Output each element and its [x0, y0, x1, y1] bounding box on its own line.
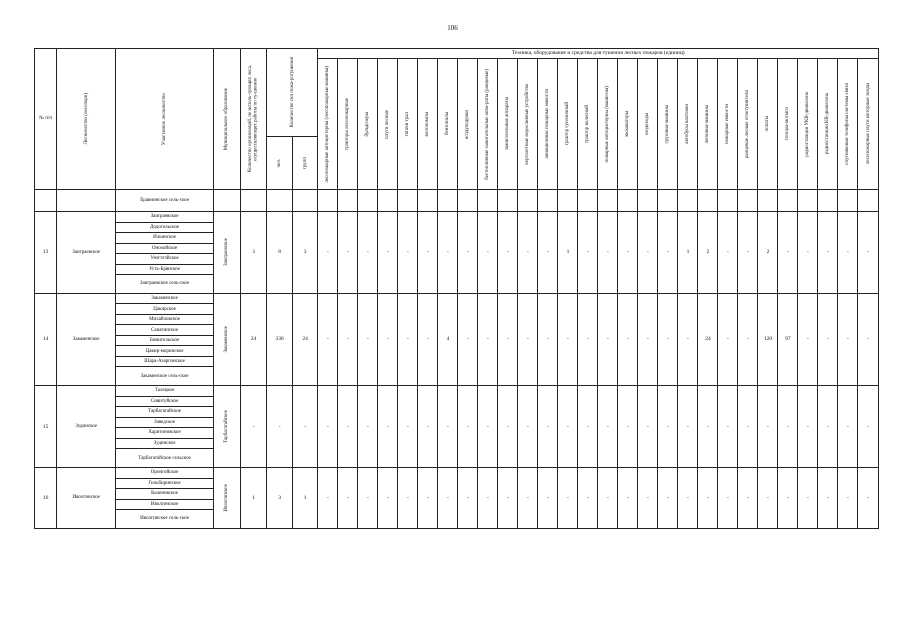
header-tech-col-cell — [838, 59, 858, 190]
header-tech-col-cell — [458, 59, 478, 190]
header-tech-col-cell — [578, 59, 598, 190]
row-tech-value: - — [578, 293, 598, 385]
row-tech-value: - — [418, 212, 438, 294]
header-org-count-cell — [240, 49, 267, 190]
row-tech-value: - — [758, 468, 778, 529]
row-forestry: Иволгинское — [57, 468, 116, 529]
header-tech-col-cell — [518, 59, 538, 190]
header-tech-col-cell — [818, 59, 838, 190]
row-tech-value: - — [318, 293, 338, 385]
continuation-empty — [778, 190, 798, 212]
row-groups: 3 — [292, 212, 318, 294]
header-tech-col: пожарные емкости — [725, 104, 731, 144]
row-tech-value: - — [678, 468, 698, 529]
header-tech-col-cell — [758, 59, 778, 190]
row-num: 16 — [35, 468, 57, 529]
row-tech-value: - — [438, 212, 458, 294]
header-forces-groups-cell — [292, 137, 318, 190]
row-tech-value: - — [478, 468, 498, 529]
row-tech-value: - — [798, 468, 818, 529]
row-tech-value: - — [538, 468, 558, 529]
row-municipality: Тарбагатайское — [224, 410, 230, 444]
continuation-empty — [518, 190, 538, 212]
header-tech-col: лесопожарные автоцистерны (лесопожарные машины) — [325, 65, 331, 183]
row-tech-value: - — [398, 293, 418, 385]
row-district: Унэгэтэйское — [116, 254, 214, 265]
row-people: - — [267, 386, 293, 468]
row-tech-value: - — [538, 293, 558, 385]
header-tech-col: автобусы вахтовки — [685, 104, 691, 144]
row-tech-value: - — [838, 293, 858, 385]
row-tech-value: - — [658, 212, 678, 294]
row-tech-value: 4 — [438, 293, 458, 385]
header-tech-col: трактор колесный — [585, 104, 591, 144]
row-tech-value: - — [378, 386, 398, 468]
continuation-empty — [213, 190, 240, 212]
row-tech-value: - — [658, 293, 678, 385]
row-tech-value: - — [638, 468, 658, 529]
row-tech-value: - — [518, 386, 538, 468]
continuation-empty — [478, 190, 498, 212]
row-tech-value: 24 — [698, 293, 718, 385]
row-tech-value: - — [598, 293, 618, 385]
header-tech-col-cell — [558, 59, 578, 190]
row-tech-value: - — [358, 212, 378, 294]
continuation-district: Еравнинское сель-ское — [116, 190, 214, 212]
row-tech-value: - — [498, 212, 518, 294]
row-district: Харитоновское — [116, 428, 214, 439]
continuation-empty — [658, 190, 678, 212]
row-tech-value: - — [758, 386, 778, 468]
row-tech-value: - — [438, 468, 458, 529]
row-tech-value: - — [718, 293, 738, 385]
continuation-empty — [438, 190, 458, 212]
header-tech-col: грузовые машины — [665, 104, 671, 144]
continuation-empty — [678, 190, 698, 212]
header-tech-col: радиостанции КВ-диапазона — [825, 93, 831, 155]
row-tech-value: - — [478, 212, 498, 294]
row-municipality-cell — [213, 293, 240, 385]
row-district: Закаменское — [116, 293, 214, 304]
row-tech-value: - — [818, 212, 838, 294]
header-tech-col: вертолетные водосливные устройства — [525, 83, 531, 165]
row-tech-value: 120 — [758, 293, 778, 385]
continuation-empty — [240, 190, 267, 212]
row-tech-value: - — [678, 386, 698, 468]
row-tech-value: - — [858, 212, 879, 294]
row-tech-value: - — [598, 212, 618, 294]
header-tech-col-cell — [858, 59, 879, 190]
row-num: 13 — [35, 212, 57, 294]
row-tech-value: - — [418, 386, 438, 468]
row-tech-value: - — [458, 293, 478, 385]
header-tech-col-cell — [358, 59, 378, 190]
row-district: Санагинское — [116, 325, 214, 336]
row-tech-value: - — [338, 212, 358, 294]
row-forestry: Заиграевское — [57, 212, 116, 294]
continuation-empty — [57, 190, 116, 212]
row-tech-value: - — [558, 468, 578, 529]
row-district: Цакирское — [116, 304, 214, 315]
row-tech-value: - — [518, 293, 538, 385]
continuation-empty — [498, 190, 518, 212]
row-district: Талецкое — [116, 386, 214, 397]
row-tech-value: - — [778, 212, 798, 294]
row-tech-value: - — [358, 468, 378, 529]
forest-fire-resources-table-sheet — [34, 48, 879, 584]
row-district: Оронгойское — [116, 468, 214, 479]
row-tech-value: - — [858, 293, 879, 385]
row-tech-value: - — [698, 468, 718, 529]
row-tech-value: - — [858, 468, 879, 529]
continuation-empty — [358, 190, 378, 212]
header-tech-col: трактор гусеничный — [565, 102, 571, 146]
header-tech-col-cell — [498, 59, 518, 190]
row-groups: - — [292, 386, 318, 468]
row-org-count: 3 — [240, 212, 267, 294]
header-tech-col-cell — [398, 59, 418, 190]
row-tech-value: - — [498, 468, 518, 529]
continuation-empty — [598, 190, 618, 212]
continuation-empty — [578, 190, 598, 212]
row-tech-value: - — [478, 293, 498, 385]
row-district: Зудинское — [116, 438, 214, 449]
row-municipality: Иволгинское — [224, 484, 230, 512]
row-org-count: - — [240, 386, 267, 468]
row-tech-value: - — [838, 386, 858, 468]
row-municipality-cell — [213, 386, 240, 468]
continuation-empty — [638, 190, 658, 212]
row-tech-value: - — [598, 386, 618, 468]
row-tech-value: - — [558, 293, 578, 385]
row-district: Бинигольское — [116, 335, 214, 346]
header-tech-col-cell — [718, 59, 738, 190]
header-forestry: Лесничество (лесопарк) — [83, 93, 89, 145]
continuation-empty — [818, 190, 838, 212]
header-tech-col-cell — [618, 59, 638, 190]
row-tech-value: - — [718, 212, 738, 294]
header-forces-cell — [267, 49, 318, 137]
row-district: Каленовское — [116, 489, 214, 500]
header-tech-col: авиационные пожарные емкости — [545, 89, 551, 159]
row-tech-value: - — [838, 468, 858, 529]
header-tech-col: ранцевые лесные огнетушители — [745, 89, 751, 159]
header-forestry-cell — [57, 49, 116, 190]
row-tech-value: 1 — [558, 212, 578, 294]
continuation-row — [35, 190, 879, 212]
row-district: Заведское — [116, 417, 214, 428]
row-tech-value: - — [718, 468, 738, 529]
row-district: Гильбиринское — [116, 478, 214, 489]
row-tech-value: - — [458, 212, 478, 294]
continuation-empty — [798, 190, 818, 212]
row-tech-value: - — [378, 212, 398, 294]
header-tech-col: воздуходувки — [465, 109, 471, 139]
continuation-empty — [318, 190, 338, 212]
row-tech-value: - — [338, 293, 358, 385]
continuation-empty — [292, 190, 318, 212]
header-forces-groups: групп — [302, 156, 308, 170]
row-district: Додогольское — [116, 222, 214, 233]
row-tech-value: - — [738, 386, 758, 468]
row-tech-value: - — [598, 468, 618, 529]
header-tech-col: пожарные автоцистерны (маши-ны) — [605, 85, 611, 163]
header-tech-col-cell — [738, 59, 758, 190]
header-tech-col-cell — [318, 59, 338, 190]
row-tech-value: - — [358, 386, 378, 468]
row-tech-value: - — [438, 386, 458, 468]
header-tech-col: лопаты — [765, 116, 771, 132]
row-district: Тарбагатайское — [116, 407, 214, 418]
row-people: 3 — [267, 468, 293, 529]
header-tech-col: зажигательные аппараты — [505, 97, 511, 151]
row-tech-value: - — [338, 468, 358, 529]
row-tech-value: - — [818, 386, 838, 468]
row-tech-value: - — [798, 386, 818, 468]
continuation-empty — [267, 190, 293, 212]
row-tech-value: - — [398, 386, 418, 468]
header-tech-col-cell — [638, 59, 658, 190]
row-tech-value: - — [618, 386, 638, 468]
row-tech-value: - — [618, 468, 638, 529]
continuation-empty — [538, 190, 558, 212]
row-forestry: Закаменское — [57, 293, 116, 385]
row-tech-value: - — [798, 212, 818, 294]
row-tech-value: - — [538, 212, 558, 294]
header-tech-col-cell — [478, 59, 498, 190]
row-tech-value: - — [418, 293, 438, 385]
header-num: № п/п — [35, 49, 57, 190]
continuation-empty — [718, 190, 738, 212]
row-tech-value: - — [498, 386, 518, 468]
row-tech-value: 2 — [698, 212, 718, 294]
continuation-empty — [458, 190, 478, 212]
row-tech-value: - — [658, 386, 678, 468]
header-tech-col: бестопливные зажигательные аппа-раты (ранцевые) — [485, 68, 491, 180]
row-municipality: Заиграевское — [224, 238, 230, 267]
page-number: 106 — [447, 24, 458, 32]
header-row-1 — [35, 49, 879, 59]
row-tech-value: - — [798, 293, 818, 385]
row-tech-value: - — [398, 212, 418, 294]
row-district: Закаменское сель-ское — [116, 367, 214, 386]
row-tech-value: - — [558, 386, 578, 468]
header-tech-col-cell — [378, 59, 398, 190]
header-tech-col: тракторы лесопожарные — [345, 97, 351, 151]
row-tech-value: - — [638, 386, 658, 468]
header-tech-col: мотопомпы — [425, 111, 431, 137]
header-tech-col-cell — [658, 59, 678, 190]
row-tech-value: - — [458, 386, 478, 468]
row-tech-value: - — [638, 212, 658, 294]
continuation-empty — [378, 190, 398, 212]
row-tech-value: - — [458, 468, 478, 529]
header-district: Участковое лесничество — [161, 92, 167, 146]
header-tech-col-cell — [798, 59, 818, 190]
header-tech-col-cell — [538, 59, 558, 190]
continuation-empty — [418, 190, 438, 212]
row-forestry: Зудинское — [57, 386, 116, 468]
header-tech-col: плуги лесные — [385, 109, 391, 139]
row-num: 14 — [35, 293, 57, 385]
header-tech-col: экскаваторы — [625, 110, 631, 138]
header-municipality: Муниципальное образование — [224, 87, 230, 151]
table-row — [35, 468, 879, 479]
table-row — [35, 212, 879, 223]
header-org-count: Количество организаций, не исполь-зующих леса, осуществляющих работы по ту-шению — [248, 65, 259, 173]
continuation-empty — [35, 190, 57, 212]
row-municipality-cell — [213, 212, 240, 294]
row-tech-value: - — [478, 386, 498, 468]
header-tech-col-cell — [698, 59, 718, 190]
row-tech-value: - — [698, 386, 718, 468]
table-row — [35, 293, 879, 304]
row-tech-value: - — [378, 468, 398, 529]
row-tech-value: - — [578, 386, 598, 468]
row-tech-value: 2 — [758, 212, 778, 294]
row-tech-value: - — [738, 293, 758, 385]
row-tech-value: 97 — [778, 293, 798, 385]
row-tech-value: - — [658, 468, 678, 529]
continuation-empty — [698, 190, 718, 212]
row-tech-value: - — [338, 386, 358, 468]
row-org-count: 1 — [240, 468, 267, 529]
header-forces: Количество сил пожа-ротушения — [289, 57, 295, 128]
row-groups: 1 — [292, 468, 318, 529]
header-tech-col: легковые машины — [705, 104, 711, 144]
table-row — [35, 386, 879, 397]
row-tech-value: - — [398, 468, 418, 529]
row-tech-value: - — [318, 386, 338, 468]
forest-fire-resources-table — [34, 48, 879, 529]
row-tech-value: - — [718, 386, 738, 468]
row-district: Тарбагатайское сельское — [116, 449, 214, 468]
row-tech-value: - — [678, 293, 698, 385]
row-groups: 24 — [292, 293, 318, 385]
row-district: Усть-Брянское — [116, 264, 214, 275]
continuation-empty — [758, 190, 778, 212]
row-tech-value: - — [738, 468, 758, 529]
row-district: Шара-Азаргинское — [116, 356, 214, 367]
row-tech-value: - — [318, 212, 338, 294]
row-people: 8 — [267, 212, 293, 294]
header-tech-col-cell — [778, 59, 798, 190]
row-district: Сивитуйское — [116, 396, 214, 407]
row-tech-value: - — [358, 293, 378, 385]
header-tech-col: бульдозеры — [365, 111, 371, 137]
row-district: Заиграевское — [116, 212, 214, 223]
header-tech-col-cell — [338, 59, 358, 190]
row-district: Михайловское — [116, 314, 214, 325]
header-district-cell — [116, 49, 214, 190]
continuation-empty — [858, 190, 879, 212]
row-municipality: Закаменское — [224, 326, 230, 353]
header-tech-col: лесопожарные плуги моторные зонды — [865, 83, 871, 165]
header-tech-col: тягачи трал — [405, 111, 411, 137]
header-tech-col: топоры-мотыги — [785, 107, 791, 141]
header-tech-col: вездеходы — [645, 113, 651, 135]
row-tech-value: - — [778, 468, 798, 529]
row-num: 15 — [35, 386, 57, 468]
continuation-empty — [738, 190, 758, 212]
header-tech-col-cell — [678, 59, 698, 190]
header-tech-col: бензопилы — [445, 112, 451, 136]
row-tech-value: - — [778, 386, 798, 468]
continuation-empty — [838, 190, 858, 212]
row-tech-value: - — [858, 386, 879, 468]
continuation-empty — [618, 190, 638, 212]
continuation-empty — [398, 190, 418, 212]
header-tech-col-cell — [418, 59, 438, 190]
row-tech-value: - — [818, 468, 838, 529]
row-district: Заиграевское сель-ское — [116, 275, 214, 294]
row-tech-value: - — [618, 293, 638, 385]
row-district: Цакир-моринское — [116, 346, 214, 357]
header-tech-title: Техника, оборудование и средства для тушения лесных пожаров (единиц) — [318, 49, 879, 59]
row-tech-value: - — [618, 212, 638, 294]
row-tech-value: - — [378, 293, 398, 385]
row-district: Ильинское — [116, 233, 214, 244]
row-district: Иволгинское — [116, 499, 214, 510]
header-forces-people: чел. — [276, 158, 282, 168]
row-tech-value: - — [518, 212, 538, 294]
row-tech-value: - — [818, 293, 838, 385]
header-tech-col-cell — [598, 59, 618, 190]
row-district: Иволгинское сель-ское — [116, 510, 214, 529]
row-tech-value: - — [498, 293, 518, 385]
row-tech-value: - — [578, 468, 598, 529]
row-people: 336 — [267, 293, 293, 385]
header-tech-col: спутниковые телефоны системы связи — [845, 83, 851, 165]
continuation-empty — [558, 190, 578, 212]
row-tech-value: 1 — [678, 212, 698, 294]
row-municipality-cell — [213, 468, 240, 529]
header-forces-people-cell — [267, 137, 293, 190]
row-tech-value: - — [318, 468, 338, 529]
row-tech-value: - — [538, 386, 558, 468]
row-tech-value: - — [738, 212, 758, 294]
continuation-empty — [338, 190, 358, 212]
row-org-count: 24 — [240, 293, 267, 385]
row-tech-value: - — [838, 212, 858, 294]
row-district: Онохойское — [116, 243, 214, 254]
header-municipality-cell — [213, 49, 240, 190]
header-tech-col: радиостанции УКВ-диапазона — [805, 91, 811, 157]
row-tech-value: - — [638, 293, 658, 385]
row-tech-value: - — [578, 212, 598, 294]
row-tech-value: - — [518, 468, 538, 529]
row-tech-value: - — [418, 468, 438, 529]
header-tech-col-cell — [438, 59, 458, 190]
